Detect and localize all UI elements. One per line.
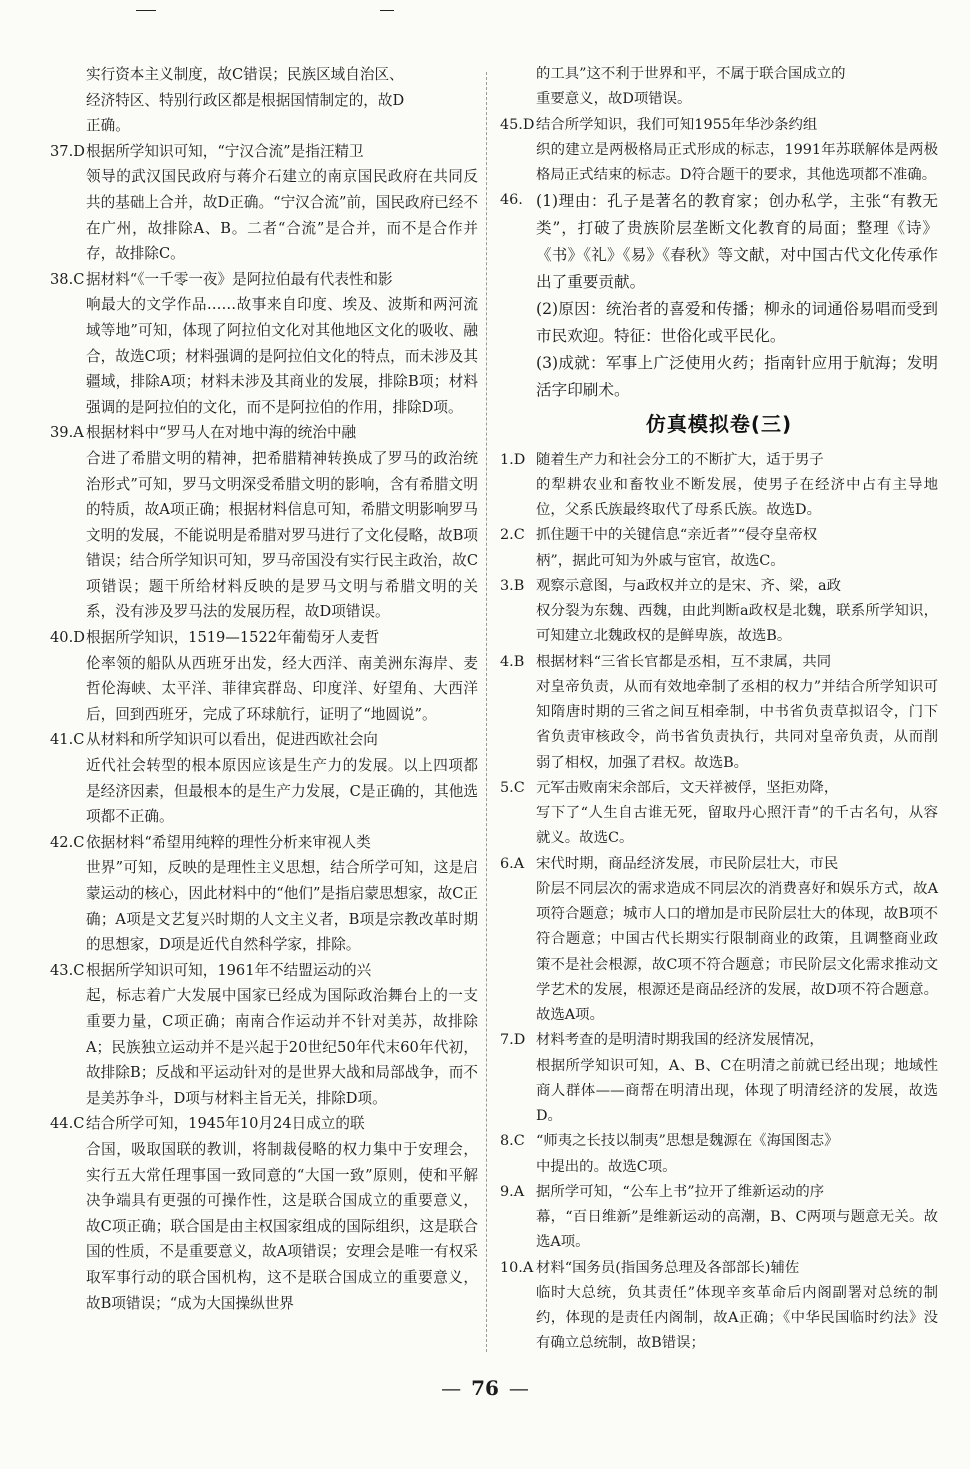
answer-first-line: 据材料“《一千零一夜》是阿拉伯最有代表性和影 xyxy=(86,270,393,288)
answer-first-line: “师夷之长技以制夷”思想是魏源在《海国图志》 xyxy=(536,1133,839,1150)
answer-item-43 xyxy=(50,958,478,1112)
scan-artifact xyxy=(380,10,394,11)
answer-number: 45.D xyxy=(500,116,535,133)
answer-text: 写下了“人生自古谁无死，留取丹心照汗青”的千古名句，从容就义。故选C。 xyxy=(536,805,938,847)
answer-text: 世界”可知，反映的是理性主义思想，结合所学可知，这是启蒙运动的核心，因此材料中的“他们”是指启蒙思想家，故C正确；A项是文艺复兴时期的人文主义者，B项是宗教改革时期的思想家，D项是近代自然科学家，排除。 xyxy=(86,859,478,954)
answer-text: 合进了希腊文明的精神，把希腊精神转换成了罗马的政治统治形式”可知，罗马文明深受希腊文明的影响，含有希腊文明的特质，故A项正确；根据材料信息可知，希腊文明影响罗马文明的发展，不能说明是希腊对罗马进行了文化侵略，故B项错误；结合所学知识可知，罗马帝国没有实行民主政治，故C项错误；题干所给材料反映的是罗马文明与希腊文明的关系，没有涉及罗马法的发展历程，故D项错误。 xyxy=(86,449,478,621)
answer-item-9 xyxy=(500,1180,938,1256)
answer-text: 的犁耕农业和畜牧业不断发展，使男子在经济中占有主导地位，父系氏族最终取代了母系氏族。故选D。 xyxy=(536,476,938,518)
answer-part-2: (2)原因：统治者的喜爱和传播；柳永的词通俗易唱而受到市民欢迎。特征：世俗化或平民化。 xyxy=(536,300,938,346)
lead-line: 重要意义，故D项错误。 xyxy=(536,91,692,108)
answer-first-line: 据所学可知，“公车上书”拉开了维新运动的序 xyxy=(536,1183,825,1200)
lead-line: 正确。 xyxy=(86,117,130,135)
answer-item-40 xyxy=(50,625,478,727)
answer-first-line: 结合所学可知，1945年10月24日成立的联 xyxy=(86,1115,365,1133)
right-column xyxy=(500,62,938,1357)
answer-text: 合国，吸取国联的教训，将制裁侵略的权力集中于安理会，实行五大常任理事国一致同意的“大国一致”原则，使和平解决争端具有更强的可操作性，这是联合国成立的重要意义，故C项正确；联合国是由主权国家组成的国际组织，这是联合国的性质，不是重要意义，故A项错误；安理会是唯一有权采取军事行动的联合国机构，这不是联合国成立的重要意义，故B项错误；“成为大国操纵世界 xyxy=(86,1140,478,1312)
answer-first-line: 观察示意图，与a政权并立的是宋、齐、梁，a政 xyxy=(536,577,841,594)
answer-text: 权分裂为东魏、西魏，由此判断a政权是北魏，联系所学知识，可知建立北魏政权的是鲜卑族，故选B。 xyxy=(536,603,938,645)
answer-number: 5.C xyxy=(500,779,525,796)
answer-number: 8.C xyxy=(500,1133,525,1150)
answer-item-39 xyxy=(50,420,478,625)
answer-text: 根据所学知识可知，A、B、C在明清之前就已经出现；地域性商人群体——商帮在明清出现，体现了明清经济的发展，故选D。 xyxy=(536,1057,938,1124)
answer-text: 起，标志着广大发展中国家已经成为国际政治舞台上的一支重要力量，C项正确；南南合作运动并不针对美苏，故排除A；民族独立运动并不是兴起于20世纪50年代末60年代初，故排除B；反战和平运动针对的是世界大战和局部战争，而不是美苏争斗，D项与材料主旨无关，排除D项。 xyxy=(86,987,478,1107)
answer-number: 43.C xyxy=(50,961,85,979)
column-divider xyxy=(486,72,487,1352)
answer-part-3: (3)成就：军事上广泛使用火药；指南针应用于航海；发明活字印刷术。 xyxy=(536,354,938,400)
answer-item-42 xyxy=(50,830,478,958)
footer-dash: — xyxy=(441,1376,462,1400)
answer-number: 7.D xyxy=(500,1032,526,1049)
answer-first-line: 从材料和所学知识可以看出，促进西欧社会向 xyxy=(86,731,378,749)
answer-number: 4.B xyxy=(500,653,525,670)
answer-text: 柄”，据此可知为外戚与宦官，故选C。 xyxy=(536,552,785,569)
answer-text: 领导的武汉国民政府与蒋介石建立的南京国民政府在共同反共的基础上合并，故D正确。“宁汉合流”前，国民政府已经不在广州，故排除A、B。二者“合流”是合并，而不是合作并存，故排除C。 xyxy=(86,168,478,263)
answer-text: 对皇帝负责，从而有效地牵制了丞相的权力”并结合所学知识可知隋唐时期的三省之间互相牵制，中书省负责草拟诏令，门下省负责审核政令，尚书省负责执行，共同对皇帝负责，从而削弱了相权，加强了君权。故选B。 xyxy=(536,678,938,771)
answer-item-5 xyxy=(500,776,938,852)
answer-first-line: 结合所学知识，我们可知1955年华沙条约组 xyxy=(536,116,818,133)
answer-number: 1.D xyxy=(500,451,526,468)
answer-first-line: 根据材料“三省长官都是丞相，互不隶属，共同 xyxy=(536,653,832,670)
answer-number: 10.A xyxy=(500,1259,534,1276)
answer-item-46 xyxy=(500,188,938,404)
answer-item-41 xyxy=(50,727,478,829)
answer-item-1 xyxy=(500,448,938,524)
answer-text: 中提出的。故选C项。 xyxy=(536,1158,677,1175)
answer-first-line: 根据所学知识可知，1961年不结盟运动的兴 xyxy=(86,961,372,979)
answer-item-3 xyxy=(500,574,938,650)
answer-text: 织的建立是两极格局正式形成的标志，1991年苏联解体是两极格局正式结束的标志。D符合题干的要求，其他选项都不准确。 xyxy=(536,141,938,183)
answer-first-line: 根据所学知识，1519—1522年葡萄牙人麦哲 xyxy=(86,629,380,647)
answer-item-7 xyxy=(500,1028,938,1129)
answer-text: 阶层不同层次的需求造成不同层次的消费喜好和娱乐方式，故A项符合题意；城市人口的增加是市民阶层壮大的体现，故B项不符合题意；中国古代长期实行限制商业的政策，且调整商业政策不是社会根源，故C项不符合题意；市民阶层文化需求推动文学艺术的发展，根源还是商品经济的发展，故D项不符合题意。故选A项。 xyxy=(536,880,938,1023)
answer-first-line: 元军击败南宋余部后，文天祥被俘，坚拒劝降， xyxy=(536,779,839,796)
answer-item-38 xyxy=(50,267,478,421)
answer-text: 响最大的文学作品……故事来自印度、埃及、波斯和两河流域等地”可知，体现了阿拉伯文化对其他地区文化的吸收、融合，故选C项；材料强调的是阿拉伯文化的特点，而未涉及其疆域，排除A项；材料未涉及其商业的发展，排除B项；材料强调的是阿拉伯的文化，而不是阿拉伯的作用，排除D项。 xyxy=(86,296,478,416)
answer-number: 39.A xyxy=(50,424,84,442)
answer-part-1: (1)理由：孔子是著名的教育家；创办私学，主张“有教无类”，打破了贵族阶层垄断文化教育的局面；整理《诗》《书》《礼》《易》《春秋》等文献，对中国古代文化传承作出了重要贡献。 xyxy=(536,192,938,292)
lead-line: 经济特区、特别行政区都是根据国情制定的，故D xyxy=(86,91,405,109)
answer-number: 38.C xyxy=(50,270,85,288)
answer-number: 2.C xyxy=(500,527,525,544)
answer-item-8 xyxy=(500,1129,938,1180)
answer-number: 44.C xyxy=(50,1115,85,1133)
answer-number: 40.D xyxy=(50,629,85,647)
answer-number: 41.C xyxy=(50,731,85,749)
lead-line: 实行资本主义制度，故C错误；民族区域自治区、 xyxy=(86,66,404,83)
answer-number: 37.D xyxy=(50,142,85,160)
answer-number: 9.A xyxy=(500,1183,525,1200)
answer-text: 近代社会转型的根本原因应该是生产力的发展。以上四项都是经济因素，但最根本的是生产力发展，C是正确的，其他选项都不正确。 xyxy=(86,757,478,826)
page-footer xyxy=(0,1376,970,1400)
left-column xyxy=(50,62,478,1316)
answer-item-10 xyxy=(500,1256,938,1357)
lead-line: 的工具”这不利于世界和平，不属于联合国成立的 xyxy=(536,66,846,82)
answer-item-37 xyxy=(50,139,478,267)
answer-number: 6.A xyxy=(500,855,525,872)
section-title: 仿真模拟卷(三) xyxy=(645,412,793,437)
answer-item-4 xyxy=(500,650,938,776)
scan-artifact xyxy=(136,10,156,11)
answer-first-line: 材料考查的是明清时期我国的经济发展情况， xyxy=(536,1032,824,1049)
footer-dash: — xyxy=(508,1376,529,1400)
answer-number: 42.C xyxy=(50,833,85,851)
answer-number: 3.B xyxy=(500,577,525,594)
answer-first-line: 依据材料“希望用纯粹的理性分析来审视人类 xyxy=(86,833,371,851)
answer-item-44 xyxy=(50,1111,478,1316)
answer-first-line: 宋代时期，商品经济发展，市民阶层壮大，市民 xyxy=(536,855,839,872)
answer-item-6 xyxy=(500,852,938,1029)
answer-first-line: 材料“国务员(指国务总理及各部部长)辅佐 xyxy=(536,1259,800,1276)
answer-item-45 xyxy=(500,113,938,189)
answer-first-line: 根据所学知识可知，“宁汉合流”是指汪精卫 xyxy=(86,142,364,160)
answer-number: 46. xyxy=(500,192,523,209)
answer-first-line: 随着生产力和社会分工的不断扩大，适于男子 xyxy=(536,451,824,468)
answer-first-line: 抓住题干中的关键信息“亲近者”“侵夺皇帝权 xyxy=(536,527,818,544)
answer-text: 伦率领的船队从西班牙出发，经大西洋、南美洲东海岸、麦哲伦海峡、太平洋、菲律宾群岛、印度洋、好望角、大西洋后，回到西班牙，完成了环球航行，证明了“地圆说”。 xyxy=(86,654,478,723)
answer-first-line: 根据材料中“罗马人在对地中海的统治中融 xyxy=(86,424,357,442)
answer-item-2 xyxy=(500,523,938,574)
page-number: 76 xyxy=(471,1376,499,1400)
answer-text: 幕，“百日维新”是维新运动的高潮，B、C两项与题意无关。故选A项。 xyxy=(536,1209,938,1251)
answer-text: 临时大总统，负其责任”体现辛亥革命后内阁副署对总统的制约，体现的是责任内阁制，故A正确；《中华民国临时约法》没有确立总统制，故B错误； xyxy=(536,1284,938,1352)
